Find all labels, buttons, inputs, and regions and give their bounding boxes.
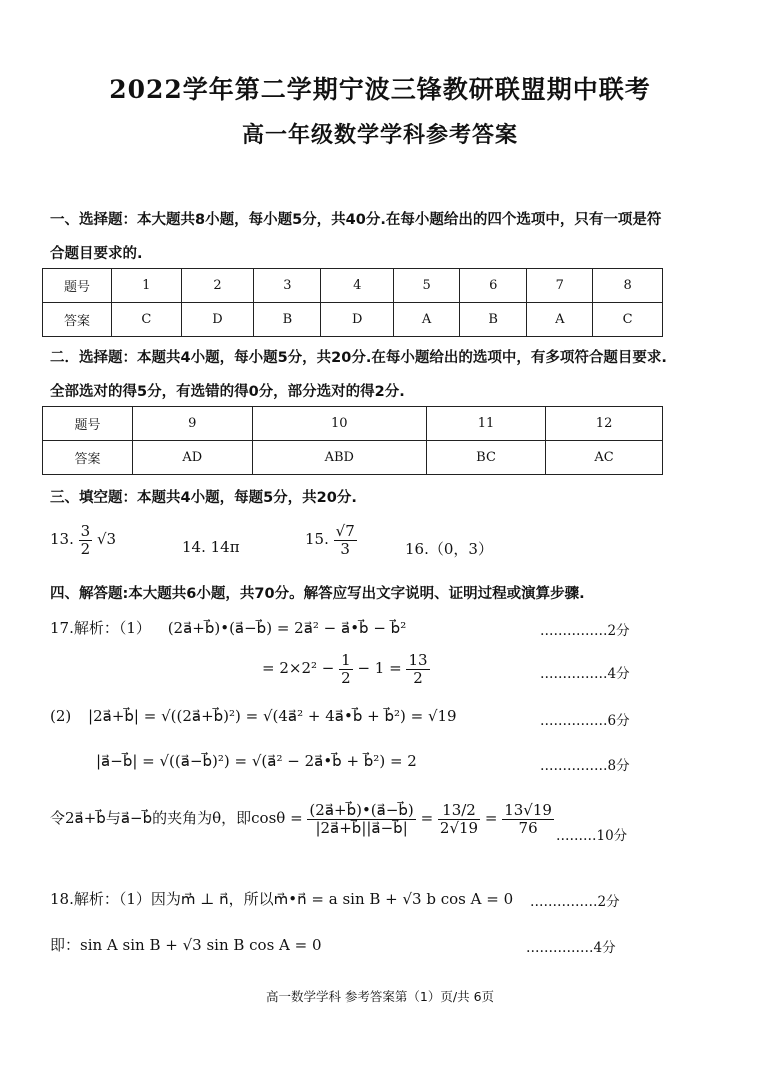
q17-line4: |a⃗−b⃗| = √((a⃗−b⃗)²) = √(a⃗² − 2a⃗•b⃗ + b⃗²) = 2 — [96, 752, 417, 770]
table-cell: 10 — [252, 407, 426, 441]
fraction — [339, 652, 353, 686]
table-cell: 5 — [394, 269, 460, 303]
table-cell: 7 — [527, 269, 593, 303]
fraction-numerator: 1 — [341, 651, 351, 669]
score-3: ……………6分 — [540, 713, 630, 729]
section1-heading-line1: 一、选择题：本大题共8小题，每小题5分，共40分.在每小题给出的四个选项中，只有一项是符 — [50, 212, 662, 228]
table-cell: 4 — [321, 269, 394, 303]
q17-part2-label: (2) — [50, 707, 72, 725]
answer-14: 14. 14π — [182, 538, 240, 556]
table-cell: B — [460, 303, 527, 337]
table-cell: A — [527, 303, 593, 337]
answer-13 — [50, 523, 116, 557]
section2-heading-line1: 二．选择题：本题共4小题，每小题5分，共20分.在每小题给出的选项中，有多项符合题目要求. — [50, 350, 667, 366]
table-cell: 3 — [254, 269, 321, 303]
q18-line1: 18.解析：（1）因为m⃗ ⊥ n⃗，所以m⃗•n⃗ = a sin B + √3 b cos A = 0 — [50, 890, 514, 908]
table-row-numbers — [43, 269, 663, 303]
table-cell: A — [394, 303, 460, 337]
table-header-cell: 题号 — [43, 407, 133, 441]
table-cell: BC — [426, 441, 545, 475]
answer-15-label: 15. — [305, 530, 329, 548]
q17-line2-part-b: − 1 = — [357, 659, 402, 677]
multi-choice-answer-table — [42, 406, 663, 475]
fraction-numerator: 13/2 — [438, 802, 480, 820]
score-6: ……………2分 — [530, 894, 620, 910]
fraction-denominator: 2 — [413, 668, 423, 687]
fraction-denominator: 2√19 — [439, 818, 479, 837]
fraction-numerator: 13 — [408, 651, 428, 669]
table-cell: D — [181, 303, 254, 337]
table-cell: ABD — [252, 441, 426, 475]
fraction-denominator: 3 — [340, 539, 350, 558]
table-cell: AC — [546, 441, 663, 475]
q17-line5-pre: 令2a⃗+b⃗与a⃗−b⃗的夹角为θ，即cosθ = — [50, 809, 303, 827]
answer-16: 16.（0，3） — [405, 540, 493, 558]
fraction-denominator: |2a⃗+b⃗||a⃗−b⃗| — [315, 818, 408, 837]
table-cell: 12 — [546, 407, 663, 441]
table-cell: AD — [133, 441, 253, 475]
fraction — [307, 802, 415, 836]
fraction-denominator: 76 — [518, 818, 538, 837]
q17-line2 — [262, 652, 430, 686]
answer-13-tail: √3 — [96, 530, 117, 548]
answer-13-label: 13. — [50, 530, 74, 548]
q17-line3 — [50, 707, 457, 725]
table-cell: 11 — [426, 407, 545, 441]
section1-heading-line2: 合题目要求的. — [50, 246, 143, 262]
table-header-cell: 答案 — [43, 303, 112, 337]
section2-heading-line2: 全部选对的得5分，有选错的得0分，部分选对的得2分. — [50, 384, 405, 400]
page-title: 2022学年第二学期宁波三锋教研联盟期中联考 — [109, 75, 651, 104]
table-cell: 1 — [112, 269, 182, 303]
q17-expr3: |2a⃗+b⃗| = √((2a⃗+b⃗)²) = √(4a⃗² + 4a⃗•b⃗ + b⃗²) = √19 — [88, 707, 457, 725]
section4-heading: 四、解答题:本大题共6小题，共70分。解答应写出文字说明、证明过程或演算步骤. — [50, 586, 585, 602]
table-cell: 6 — [460, 269, 527, 303]
fraction-denominator: 2 — [341, 668, 351, 687]
answer-15 — [305, 523, 357, 557]
table-cell: 9 — [133, 407, 253, 441]
page-subtitle: 高一年级数学学科参考答案 — [241, 122, 518, 148]
q18-line2: 即：sin A sin B + √3 sin B cos A = 0 — [50, 936, 322, 954]
q17-line2-part-a: = 2×2² − — [262, 659, 335, 677]
fraction — [334, 523, 357, 557]
fraction — [406, 652, 429, 686]
table-header-cell: 答案 — [43, 441, 133, 475]
fraction-denominator: 2 — [80, 539, 91, 558]
q17-line5: 令2a⃗+b⃗与a⃗−b⃗的夹角为θ，即cosθ = $\frac{(2a⃗+b⃗)•(a⃗-b⃗)}{|2a⃗+b⃗||a⃗-b⃗|}$ = $\frac{13/2}{2√19}$ = $\frac{13√19}{76}$ — [50, 801, 552, 837]
score-5: ………10分 — [556, 828, 628, 844]
fraction-numerator: (2a⃗+b⃗)•(a⃗−b⃗) — [309, 801, 414, 819]
score-1: ……………2分 — [540, 623, 630, 639]
score-7: ……………4分 — [526, 940, 616, 956]
score-2: ……………4分 — [540, 666, 630, 682]
page-footer: 高一数学学科 参考答案第（1）页/共 6页 — [265, 989, 495, 1004]
table-cell: D — [321, 303, 394, 337]
table-cell: C — [593, 303, 663, 337]
table-cell: C — [112, 303, 182, 337]
score-4: ……………8分 — [540, 758, 630, 774]
fraction-numerator: √7 — [335, 522, 355, 540]
fraction — [438, 802, 480, 836]
table-row-answers — [43, 441, 663, 475]
table-cell: 2 — [181, 269, 254, 303]
fraction-numerator: 3 — [80, 522, 91, 540]
table-header-cell: 题号 — [43, 269, 112, 303]
table-cell: B — [254, 303, 321, 337]
q17-expr1: (2a⃗+b⃗)•(a⃗−b⃗) = 2a⃗² − a⃗•b⃗ − b⃗² — [167, 619, 407, 637]
table-row-answers — [43, 303, 663, 337]
table-cell: 8 — [593, 269, 663, 303]
fraction — [502, 802, 554, 836]
q17-line1 — [50, 617, 406, 638]
fraction — [79, 523, 93, 557]
section3-heading: 三、填空题：本题共4小题，每题5分，共20分. — [50, 490, 357, 506]
q17-label: 17.解析：（1） — [50, 619, 151, 637]
fraction-numerator: 13√19 — [504, 801, 552, 819]
table-row-numbers — [43, 407, 663, 441]
choice-answer-table — [42, 268, 663, 337]
